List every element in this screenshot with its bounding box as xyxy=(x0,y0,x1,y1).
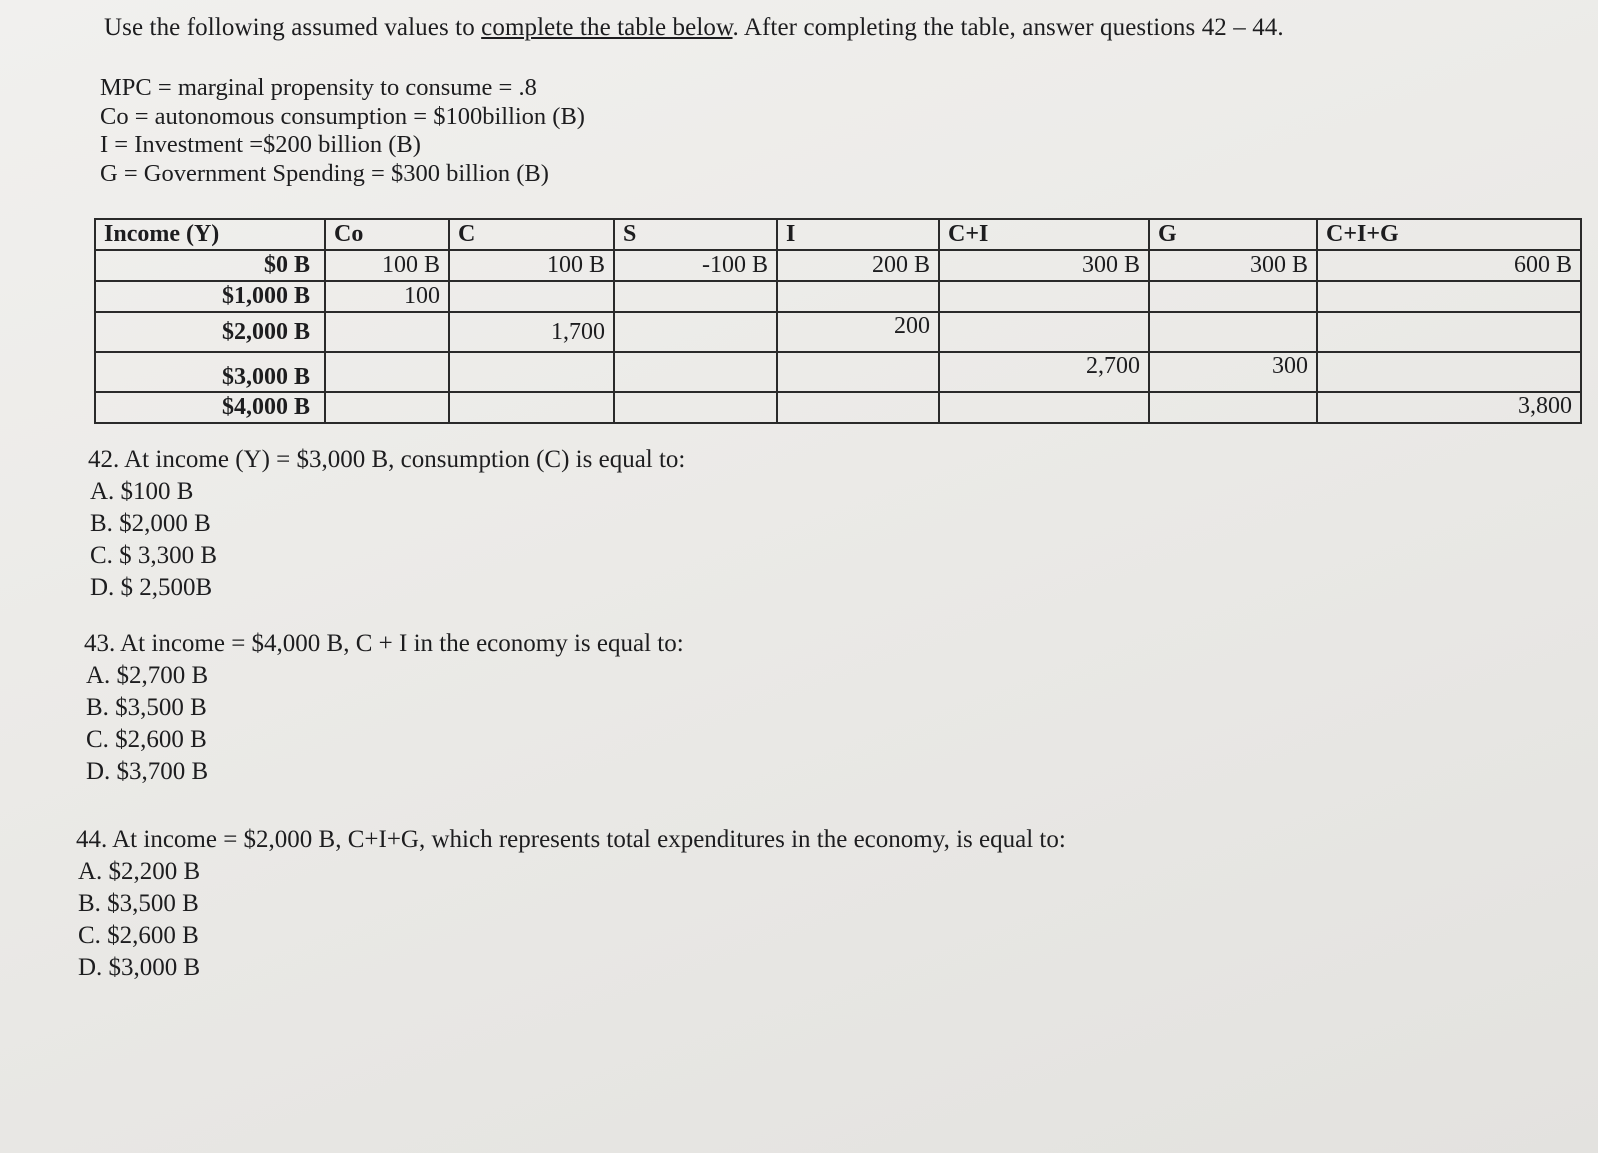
table-cell[interactable]: 200 B xyxy=(777,250,939,281)
table-cell[interactable] xyxy=(325,312,449,352)
header-c-plus-i-plus-g: C+I+G xyxy=(1317,219,1581,250)
table-cell[interactable]: 300 xyxy=(1149,352,1317,392)
table-cell[interactable]: 600 B xyxy=(1317,250,1581,281)
table-cell[interactable] xyxy=(777,281,939,312)
question-42 xyxy=(88,444,685,604)
answer-option-a[interactable]: A. $2,700 B xyxy=(86,662,209,689)
header-c-plus-i: C+I xyxy=(939,219,1149,250)
question-stem: 44. At income = $2,000 B, C+I+G, which represents total expenditures in the economy, is equal to: xyxy=(76,826,1066,853)
definition-mpc: MPC = marginal propensity to consume = .8 xyxy=(100,74,537,101)
table-cell: $2,000 B xyxy=(95,312,325,352)
instructions-text-end: . After completing the table, answer questions 42 – 44. xyxy=(732,14,1284,41)
table-cell[interactable] xyxy=(614,392,777,423)
table-cell[interactable] xyxy=(325,352,449,392)
table-cell[interactable] xyxy=(1149,281,1317,312)
header-i: I xyxy=(777,219,939,250)
table-cell[interactable] xyxy=(939,392,1149,423)
question-stem: 43. At income = $4,000 B, C + I in the economy is equal to: xyxy=(84,630,684,657)
table-row xyxy=(95,250,1581,281)
table-cell: $1,000 B xyxy=(95,281,325,312)
table-cell[interactable] xyxy=(1149,392,1317,423)
table-cell[interactable]: 3,800 xyxy=(1317,392,1581,423)
answer-option-c[interactable]: C. $ 3,300 B xyxy=(90,542,218,569)
table-cell[interactable]: 100 B xyxy=(325,250,449,281)
answer-option-c[interactable]: C. $2,600 B xyxy=(86,726,207,753)
answer-option-d[interactable]: D. $3,700 B xyxy=(86,758,209,785)
table-cell[interactable] xyxy=(777,392,939,423)
header-c: C xyxy=(449,219,614,250)
header-income: Income (Y) xyxy=(95,219,325,250)
table-cell: $3,000 B xyxy=(95,352,325,392)
table-cell[interactable] xyxy=(614,281,777,312)
answer-option-a[interactable]: A. $100 B xyxy=(90,478,194,505)
answer-option-b[interactable]: B. $3,500 B xyxy=(78,890,199,917)
answer-option-b[interactable]: B. $2,000 B xyxy=(90,510,211,537)
table-cell[interactable]: 100 xyxy=(325,281,449,312)
answer-option-d[interactable]: D. $ 2,500B xyxy=(90,574,213,601)
question-43 xyxy=(84,628,684,788)
table-cell[interactable]: 2,700 xyxy=(939,352,1149,392)
table-cell[interactable] xyxy=(1317,312,1581,352)
answer-option-a[interactable]: A. $2,200 B xyxy=(78,858,201,885)
definition-government: G = Government Spending = $300 billion (B) xyxy=(100,159,549,187)
table-cell[interactable] xyxy=(777,352,939,392)
table-cell[interactable] xyxy=(1317,352,1581,392)
answer-option-b[interactable]: B. $3,500 B xyxy=(86,694,207,721)
table-cell[interactable] xyxy=(939,281,1149,312)
answer-option-d[interactable]: D. $3,000 B xyxy=(78,954,201,981)
expenditure-table xyxy=(94,218,1582,424)
table-cell[interactable]: 300 B xyxy=(939,250,1149,281)
table-cell: $4,000 B xyxy=(95,392,325,423)
table-cell: $0 B xyxy=(95,250,325,281)
definitions-list xyxy=(100,74,585,188)
table-cell[interactable] xyxy=(449,392,614,423)
question-stem: 42. At income (Y) = $3,000 B, consumption (C) is equal to: xyxy=(88,446,686,473)
table-row xyxy=(95,352,1581,392)
table-cell[interactable] xyxy=(449,352,614,392)
table-header-row xyxy=(95,219,1581,250)
definition-investment: I = Investment =$200 billion (B) xyxy=(100,131,421,158)
table-cell[interactable] xyxy=(1149,312,1317,352)
instructions-underlined: complete the table below xyxy=(481,14,733,41)
table-cell[interactable] xyxy=(614,352,777,392)
table-cell[interactable]: 1,700 xyxy=(449,312,614,352)
definition-co: Co = autonomous consumption = $100billion (B) xyxy=(100,102,585,130)
header-s: S xyxy=(614,219,777,250)
table-row xyxy=(95,312,1581,352)
table-cell[interactable] xyxy=(325,392,449,423)
table-cell[interactable]: 200 xyxy=(777,312,939,352)
table-row xyxy=(95,392,1581,423)
table-cell[interactable]: -100 B xyxy=(614,250,777,281)
table-cell[interactable] xyxy=(614,312,777,352)
header-co: Co xyxy=(325,219,449,250)
instructions-text-start: Use the following assumed values to xyxy=(104,14,482,41)
table-cell[interactable] xyxy=(449,281,614,312)
table-cell[interactable] xyxy=(939,312,1149,352)
question-44 xyxy=(76,824,1066,984)
table-cell[interactable]: 300 B xyxy=(1149,250,1317,281)
header-g: G xyxy=(1149,219,1317,250)
table-cell[interactable]: 100 B xyxy=(449,250,614,281)
table-row xyxy=(95,281,1581,312)
answer-option-c[interactable]: C. $2,600 B xyxy=(78,922,199,949)
instructions xyxy=(104,14,1284,42)
table-cell[interactable] xyxy=(1317,281,1581,312)
